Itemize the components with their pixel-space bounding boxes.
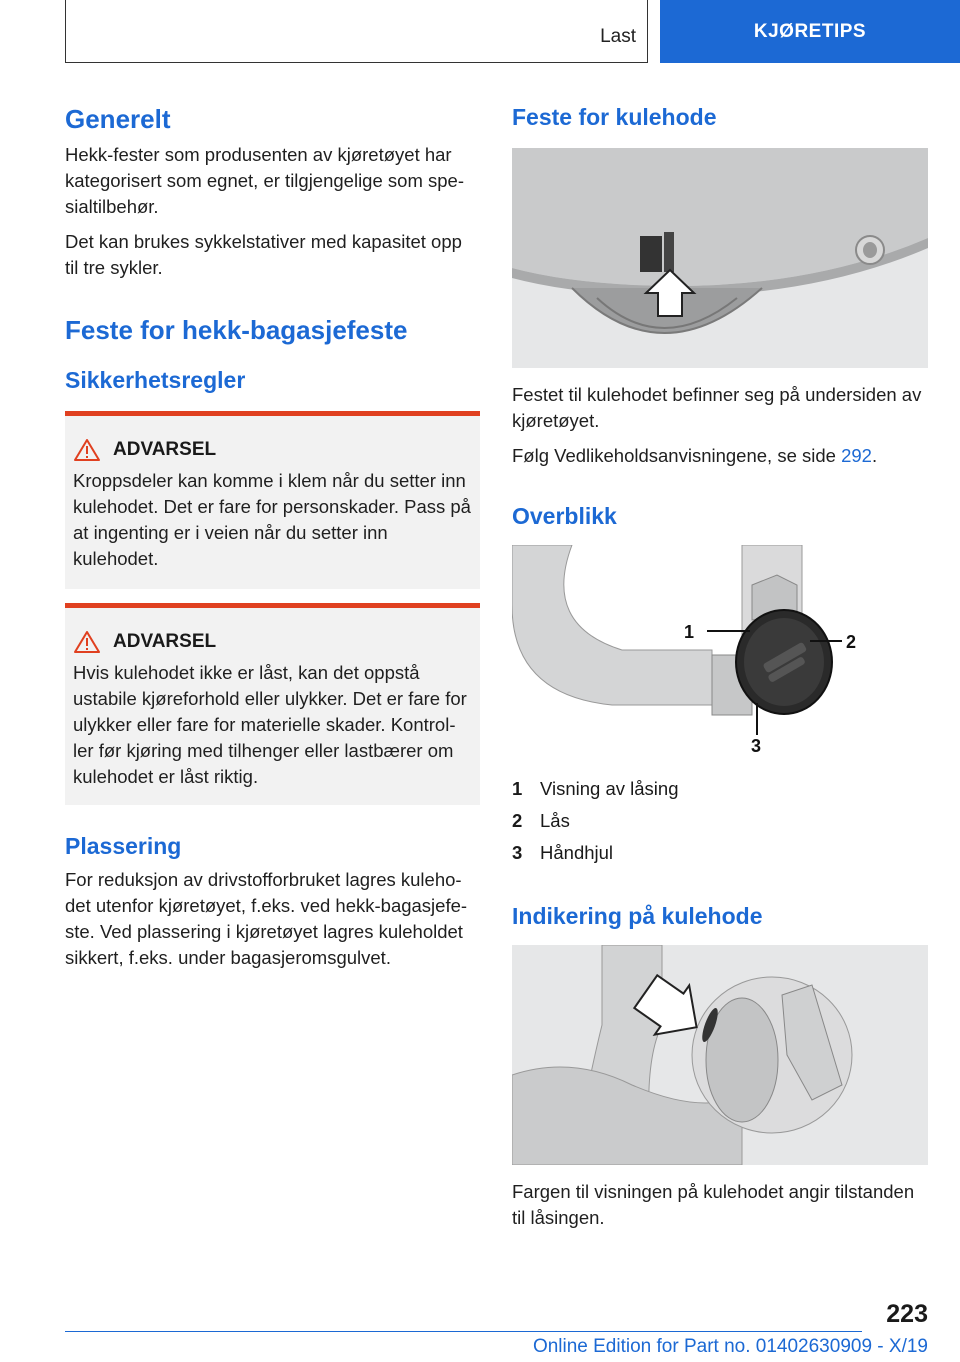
list-item-number: 3 <box>512 842 523 863</box>
mount-paragraph-2 <box>512 443 928 469</box>
header-chapter-tab[interactable] <box>660 0 960 63</box>
callout-1: 1 <box>684 622 695 642</box>
list-item-number: 2 <box>512 810 523 831</box>
heading-ball-head-mount: Feste for kulehode <box>512 104 717 130</box>
warning-title-2: ADVARSEL <box>113 631 217 652</box>
page-reference-link[interactable]: 292 <box>841 445 872 466</box>
list-item-label: Visning av låsing <box>540 778 679 799</box>
right-column <box>512 102 928 1231</box>
ball-head-lock-figure <box>512 545 928 767</box>
overview-legend-list <box>512 773 928 869</box>
list-item <box>512 837 928 869</box>
list-item <box>512 773 928 805</box>
warning-box-2 <box>65 603 480 805</box>
mount-paragraph-2-prefix: Følg Vedlikeholdsanvisningene, se side <box>512 445 842 466</box>
indicator-paragraph: Fargen til visningen på kulehodet angir tilstanden til låsingen. <box>512 1181 915 1228</box>
header-chapter-label: KJØRETIPS <box>753 20 867 42</box>
list-item <box>512 805 928 837</box>
placement-paragraph: For reduksjon av drivstofforbruket lagres kuleho-det utenfor kjøretøyet, f.eks. ved hekk-bagasjefe-ste. Ved plassering i kjøretøyet lagres kuleholdet sikkert, f.eks. under bagasjeromsgulvet. <box>65 869 468 968</box>
heading-overview: Overblikk <box>512 503 617 529</box>
warning-text-1: Kroppsdeler kan komme i klem når du setter inn kulehodet. Det er fare for personskader. Pass på at ingenting er i veien når du setter inn kulehodet. <box>73 470 471 569</box>
mount-illustration <box>512 148 928 368</box>
overview-illustration <box>512 545 928 767</box>
list-item-label: Lås <box>540 810 570 831</box>
mount-paragraph-2-suffix: . <box>871 445 878 466</box>
mount-paragraph-1: Festet til kulehodet befinner seg på undersiden av kjøretøyet. <box>512 384 922 431</box>
generelt-paragraph-2: Det kan brukes sykkelstativer med kapasitet opp til tre sykler. <box>65 231 462 278</box>
heading-placement: Plassering <box>65 833 182 859</box>
warning-title-1: ADVARSEL <box>113 439 217 460</box>
indicator-illustration <box>512 945 928 1165</box>
generelt-paragraph-1: Hekk-fester som produsenten av kjøretøyet har kategorisert som egnet, er tilgjengelige som spe-sialtilbehør. <box>65 144 464 217</box>
header-frame <box>65 0 648 63</box>
left-column <box>65 102 480 971</box>
warning-text-2: Hvis kulehodet ikke er låst, kan det oppstå ustabile kjøreforhold eller ulykker. Det er fare for ulykker eller fare for materielle skader. Kontrol-ler før kjøring med tilhenger eller lastbærer om kulehodet er låst riktig. <box>73 662 467 787</box>
footer-edition-text: Online Edition for Part no. 01402630909 - X/19 <box>532 1336 928 1357</box>
page-number: 223 <box>886 1300 928 1328</box>
list-item-label: Håndhjul <box>540 842 614 863</box>
heading-hitch-mount: Feste for hekk-bagasjefeste <box>65 315 408 345</box>
heading-safety-rules: Sikkerhetsregler <box>65 367 246 393</box>
warning-triangle-icon <box>73 630 101 654</box>
ball-head-indicator-figure <box>512 945 928 1165</box>
callout-3: 3 <box>751 736 762 756</box>
callout-2: 2 <box>846 632 857 652</box>
car-underside-figure <box>512 148 928 368</box>
warning-triangle-icon <box>73 438 101 462</box>
footer-divider <box>65 1331 862 1332</box>
warning-box-1 <box>65 411 480 589</box>
heading-indicator: Indikering på kulehode <box>512 903 763 929</box>
heading-generelt: Generelt <box>65 104 171 134</box>
list-item-number: 1 <box>512 778 523 799</box>
header-section-title: Last <box>600 26 636 47</box>
